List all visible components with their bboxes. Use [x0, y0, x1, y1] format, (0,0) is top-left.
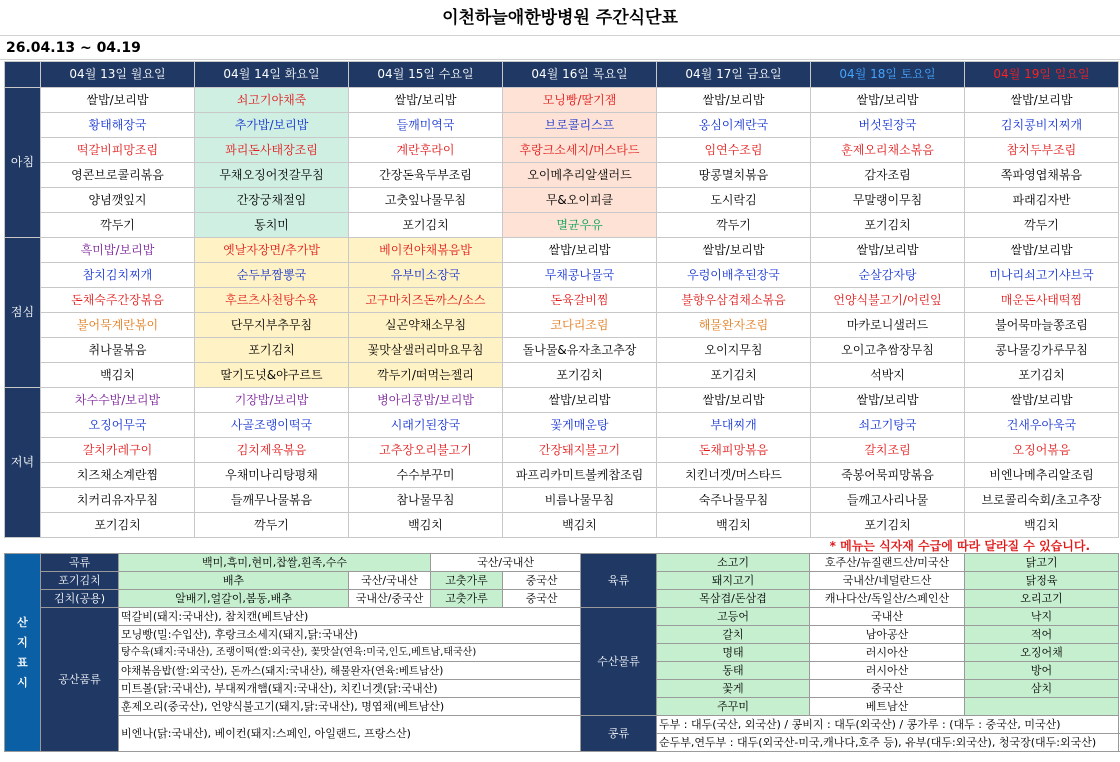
seafood-item: 주꾸미 — [657, 698, 810, 716]
menu-item: 후르츠사천탕수육 — [195, 288, 349, 313]
meat-origin: 국내산/네덜란드산 — [810, 572, 965, 590]
menu-item: 영콘브로콜리볶음 — [41, 163, 195, 188]
menu-item: 콩나물깅가루무침 — [965, 338, 1119, 363]
menu-item: 쌀밥/보리밥 — [811, 88, 965, 113]
seafood-origin: 러시아산 — [810, 662, 965, 680]
day-header: 04월 17일 금요일 — [657, 62, 811, 88]
meat-item: 닭고기 — [965, 554, 1119, 572]
day-header: 04월 16일 목요일 — [503, 62, 657, 88]
day-header: 04월 14일 화요일 — [195, 62, 349, 88]
menu-item: 돈육갈비찜 — [503, 288, 657, 313]
seafood-item: 낙지 — [965, 608, 1119, 626]
corner-cell — [5, 62, 41, 88]
seafood-item: 고등어 — [657, 608, 810, 626]
menu-item: 참나물무침 — [349, 488, 503, 513]
menu-item: 깍두기 — [195, 513, 349, 538]
menu-item: 옛날자장면/추가밥 — [195, 238, 349, 263]
menu-item: 오징어무국 — [41, 413, 195, 438]
menu-item: 딸기도넛&야구르트 — [195, 363, 349, 388]
menu-item: 베이컨야채볶음밥 — [349, 238, 503, 263]
menu-item: 마카로니샐러드 — [811, 313, 965, 338]
processed-line: 모닝빵(밀:수입산), 후랑크소세지(돼지,닭:국내산) — [119, 626, 581, 644]
menu-item: 김치콩비지찌개 — [965, 113, 1119, 138]
menu-item: 포기김치 — [41, 513, 195, 538]
menu-item: 오징어볶음 — [965, 438, 1119, 463]
menu-item: 건새우아욱국 — [965, 413, 1119, 438]
menu-item: 떡갈비피망조림 — [41, 138, 195, 163]
meat-item: 목삼겹/돈삼겹 — [657, 590, 810, 608]
menu-item: 언양식불고기/어린잎 — [811, 288, 965, 313]
menu-item: 파프리카미트볼케찹조림 — [503, 463, 657, 488]
menu-item: 깍두기 — [657, 213, 811, 238]
menu-item: 죽봉어묵피망볶음 — [811, 463, 965, 488]
menu-item: 우렁이배추된장국 — [657, 263, 811, 288]
menu-item: 차수수밥/보리밥 — [41, 388, 195, 413]
menu-item: 땅콩멸치볶음 — [657, 163, 811, 188]
kimchi-item-origin: 국산/국내산 — [349, 572, 431, 590]
menu-item: 돌나물&유자초고추장 — [503, 338, 657, 363]
menu-item: 동치미 — [195, 213, 349, 238]
seafood-item: 동태 — [657, 662, 810, 680]
menu-item: 백김치 — [349, 513, 503, 538]
menu-item: 쌀밥/보리밥 — [657, 238, 811, 263]
menu-row — [5, 338, 1119, 363]
menu-item: 불향우삼겹채소볶음 — [657, 288, 811, 313]
menu-item: 돈채피망볶음 — [657, 438, 811, 463]
menu-item: 무말랭이무침 — [811, 188, 965, 213]
meal-label-breakfast: 아침 — [5, 88, 41, 238]
menu-item: 브로콜리스프 — [503, 113, 657, 138]
menu-item: 포기김치 — [503, 363, 657, 388]
menu-item: 꽃맛살샐러리마요무침 — [349, 338, 503, 363]
menu-item: 병아리콩밥/보리밥 — [349, 388, 503, 413]
meat-label: 육류 — [581, 554, 657, 608]
page-title: 이천하늘애한방병원 주간식단표 — [0, 0, 1120, 36]
menu-item: 순살감자탕 — [811, 263, 965, 288]
menu-row — [5, 388, 1119, 413]
menu-row — [5, 238, 1119, 263]
menu-item: 양념깻잎지 — [41, 188, 195, 213]
menu-item: 백김치 — [503, 513, 657, 538]
menu-item: 들깨미역국 — [349, 113, 503, 138]
processed-line: 떡갈비(돼지:국내산), 참치캔(베트남산) — [119, 608, 581, 626]
menu-item: 김치제육볶음 — [195, 438, 349, 463]
menu-item: 갈치조림 — [811, 438, 965, 463]
kimchi-pepper: 고춧가루 — [431, 572, 503, 590]
menu-item: 포기김치 — [195, 338, 349, 363]
menu-item: 유부미소장국 — [349, 263, 503, 288]
bean-label: 콩류 — [581, 716, 657, 752]
menu-row — [5, 438, 1119, 463]
seafood-item: 적어 — [965, 626, 1119, 644]
bean-line: 두부 : 대두(국산, 외국산) / 콩비지 : 대두(외국산) / 콩가루 : (대두 : 중국산, 미국산) — [657, 716, 1119, 734]
menu-item: 멸균우유 — [503, 213, 657, 238]
menu-row — [5, 163, 1119, 188]
menu-row — [5, 513, 1119, 538]
kimchi2-pepper-origin: 중국산 — [503, 590, 581, 608]
menu-item: 오이고추쌈장무침 — [811, 338, 965, 363]
menu-row — [5, 113, 1119, 138]
menu-item: 해물완자조림 — [657, 313, 811, 338]
menu-item: 후랑크소세지/머스타드 — [503, 138, 657, 163]
menu-item: 무채오징어젓갈무침 — [195, 163, 349, 188]
menu-item: 포기김치 — [657, 363, 811, 388]
menu-item: 기장밥/보리밥 — [195, 388, 349, 413]
menu-item: 비엔나메추리알조림 — [965, 463, 1119, 488]
menu-row — [5, 413, 1119, 438]
menu-item: 도시락김 — [657, 188, 811, 213]
menu-item: 부대찌개 — [657, 413, 811, 438]
processed-line: 미트볼(닭:국내산), 부대찌개햄(돼지:국내산), 치킨너겟(닭:국내산) — [119, 680, 581, 698]
menu-item: 쌀밥/보리밥 — [657, 388, 811, 413]
menu-item: 고추장오리불고기 — [349, 438, 503, 463]
processed-label: 공산품류 — [41, 608, 119, 752]
menu-row — [5, 288, 1119, 313]
menu-item: 쌀밥/보리밥 — [41, 88, 195, 113]
menu-item: 감자조림 — [811, 163, 965, 188]
menu-item: 쇠고기탕국 — [811, 413, 965, 438]
grain-items: 백미,흑미,현미,찹쌀,흰족,수수 — [119, 554, 431, 572]
seafood-origin: 러시아산 — [810, 644, 965, 662]
seafood-origin: 베트남산 — [810, 698, 965, 716]
kimchi2-item-origin: 국내산/중국산 — [349, 590, 431, 608]
seafood-item: 오징어채 — [965, 644, 1119, 662]
menu-item: 쌀밥/보리밥 — [349, 88, 503, 113]
menu-item: 계란후라이 — [349, 138, 503, 163]
menu-item: 황태해장국 — [41, 113, 195, 138]
menu-item: 고춧잎나물무침 — [349, 188, 503, 213]
menu-item: 석박지 — [811, 363, 965, 388]
menu-item: 옹심이계란국 — [657, 113, 811, 138]
origin-section-label — [5, 554, 41, 752]
day-header: 04월 13일 월요일 — [41, 62, 195, 88]
menu-item: 임연수조림 — [657, 138, 811, 163]
meat-item: 돼지고기 — [657, 572, 810, 590]
meat-item: 닭정육 — [965, 572, 1119, 590]
day-header: 04월 15일 수요일 — [349, 62, 503, 88]
menu-item: 깍두기/떠먹는젤리 — [349, 363, 503, 388]
date-range: 26.04.13 ~ 04.19 — [0, 36, 1120, 60]
menu-item: 수수부꾸미 — [349, 463, 503, 488]
menu-row — [5, 488, 1119, 513]
meat-origin: 캐나다산/독일산/스페인산 — [810, 590, 965, 608]
menu-item: 코다리조림 — [503, 313, 657, 338]
menu-row — [5, 213, 1119, 238]
menu-item: 불어묵계란볶이 — [41, 313, 195, 338]
seafood-label: 수산물류 — [581, 608, 657, 716]
menu-notice: * 메뉴는 식자재 수급에 따라 달라질 수 있습니다. — [829, 539, 1090, 553]
menu-item: 추가밥/보리밥 — [195, 113, 349, 138]
menu-item: 시래기된장국 — [349, 413, 503, 438]
menu-item: 미나리쇠고기샤브국 — [965, 263, 1119, 288]
menu-item: 꽃게매운탕 — [503, 413, 657, 438]
seafood-origin: 중국산 — [810, 680, 965, 698]
kimchi-pepper-origin: 중국산 — [503, 572, 581, 590]
meat-origin: 호주산/뉴질랜드산/미국산 — [810, 554, 965, 572]
menu-item: 오이지무침 — [657, 338, 811, 363]
menu-item: 고구마치즈돈까스/소스 — [349, 288, 503, 313]
menu-item: 쌀밥/보리밥 — [657, 88, 811, 113]
menu-item: 치커리유자무침 — [41, 488, 195, 513]
menu-item: 포기김치 — [349, 213, 503, 238]
menu-row — [5, 313, 1119, 338]
meal-label-lunch: 점심 — [5, 238, 41, 388]
menu-row — [5, 363, 1119, 388]
menu-item: 순두부짬뽕국 — [195, 263, 349, 288]
menu-item: 쌀밥/보리밥 — [503, 238, 657, 263]
day-header-row — [5, 62, 1119, 88]
menu-item: 간장돼지불고기 — [503, 438, 657, 463]
menu-item: 사골조랭이떡국 — [195, 413, 349, 438]
menu-item: 단무지부추무침 — [195, 313, 349, 338]
menu-item: 쇠고기야채죽 — [195, 88, 349, 113]
menu-item: 치킨너겟/머스타드 — [657, 463, 811, 488]
grain-origin: 국산/국내산 — [431, 554, 581, 572]
menu-row — [5, 88, 1119, 113]
bean-line: 순두부,연두부 : 대두(외국산-미국,캐나다,호주 등), 유부(대두:외국산), 청국장(대두:외국산) — [657, 734, 1119, 752]
origin-table — [4, 553, 1119, 752]
seafood-item: 명태 — [657, 644, 810, 662]
menu-item: 취나물볶음 — [41, 338, 195, 363]
seafood-item: 방어 — [965, 662, 1119, 680]
menu-item: 백김치 — [657, 513, 811, 538]
menu-item: 쌀밥/보리밥 — [503, 388, 657, 413]
menu-item: 쌀밥/보리밥 — [965, 388, 1119, 413]
seafood-item: 갈치 — [657, 626, 810, 644]
menu-item: 매운돈사태떡찜 — [965, 288, 1119, 313]
seafood-item: 꽃게 — [657, 680, 810, 698]
menu-item: 훈제오리채소볶음 — [811, 138, 965, 163]
weekly-menu-table — [4, 61, 1119, 538]
menu-item: 파래김자반 — [965, 188, 1119, 213]
meat-item: 오리고기 — [965, 590, 1119, 608]
menu-item: 버섯된장국 — [811, 113, 965, 138]
menu-item: 불어묵마늘쫑조림 — [965, 313, 1119, 338]
menu-item: 포기김치 — [811, 513, 965, 538]
menu-item: 브로콜리숙회/초고추장 — [965, 488, 1119, 513]
menu-item: 우채미나리탕평채 — [195, 463, 349, 488]
kimchi-item: 배추 — [119, 572, 349, 590]
menu-row — [5, 188, 1119, 213]
menu-item: 숙주나물무침 — [657, 488, 811, 513]
menu-item: 쌀밥/보리밥 — [811, 238, 965, 263]
menu-item: 무채콩나물국 — [503, 263, 657, 288]
menu-item: 참치김치찌개 — [41, 263, 195, 288]
menu-item: 깍두기 — [965, 213, 1119, 238]
menu-item: 비름나물무침 — [503, 488, 657, 513]
kimchi2-pepper: 고춧가루 — [431, 590, 503, 608]
menu-item: 오이메추리알샐러드 — [503, 163, 657, 188]
menu-item: 간장돈육두부조림 — [349, 163, 503, 188]
menu-item: 포기김치 — [965, 363, 1119, 388]
kimchi2-item: 알배기,얼갈이,봄동,배추 — [119, 590, 349, 608]
menu-item: 갈치카레구이 — [41, 438, 195, 463]
processed-line: 탕수육(돼지:국내산), 조랭이떡(쌀:외국산), 꽃맛살(연육:미국,인도,베트남,태국산) — [119, 644, 581, 662]
meat-item: 소고기 — [657, 554, 810, 572]
menu-item: 돈채숙주간장볶음 — [41, 288, 195, 313]
meal-label-dinner: 저녁 — [5, 388, 41, 538]
menu-item: 포기김치 — [811, 213, 965, 238]
processed-line: 비엔나(닭:국내산), 베이컨(돼지:스페인, 아일랜드, 프랑스산) — [119, 716, 581, 752]
processed-line: 훈제오리(중국산), 언양식불고기(돼지,닭:국내산), 명엽채(베트남산) — [119, 698, 581, 716]
menu-item: 모닝빵/딸기잼 — [503, 88, 657, 113]
grain-label: 곡류 — [41, 554, 119, 572]
menu-item: 들깨무나물볶음 — [195, 488, 349, 513]
menu-item: 꽈리돈사태장조림 — [195, 138, 349, 163]
menu-row — [5, 138, 1119, 163]
menu-item: 쌀밥/보리밥 — [811, 388, 965, 413]
menu-item: 깍두기 — [41, 213, 195, 238]
menu-item: 실곤약채소무침 — [349, 313, 503, 338]
menu-item: 쪽파영엽채볶음 — [965, 163, 1119, 188]
kimchi-label: 포기김치 — [41, 572, 119, 590]
menu-item: 쌀밥/보리밥 — [965, 238, 1119, 263]
menu-item: 흑미밥/보리밥 — [41, 238, 195, 263]
menu-item: 무&오이피클 — [503, 188, 657, 213]
day-header-saturday: 04월 18일 토요일 — [811, 62, 965, 88]
seafood-origin: 남아공산 — [810, 626, 965, 644]
seafood-item: 삼치 — [965, 680, 1119, 698]
seafood-item — [965, 698, 1119, 716]
menu-row — [5, 263, 1119, 288]
menu-item: 참치두부조림 — [965, 138, 1119, 163]
menu-item: 들깨고사리나물 — [811, 488, 965, 513]
menu-item: 간장궁채절임 — [195, 188, 349, 213]
seafood-origin: 국내산 — [810, 608, 965, 626]
kimchi2-label: 김치(공용) — [41, 590, 119, 608]
menu-item: 백김치 — [41, 363, 195, 388]
processed-line: 야채볶음밥(쌀:외국산), 돈까스(돼지:국내산), 해물완자(연육:베트남산) — [119, 662, 581, 680]
menu-item: 쌀밥/보리밥 — [965, 88, 1119, 113]
menu-item: 치즈채소계란찜 — [41, 463, 195, 488]
day-header-sunday: 04월 19일 일요일 — [965, 62, 1119, 88]
origin-section-text: 산지표시 — [17, 615, 28, 689]
menu-item: 백김치 — [965, 513, 1119, 538]
menu-row — [5, 463, 1119, 488]
